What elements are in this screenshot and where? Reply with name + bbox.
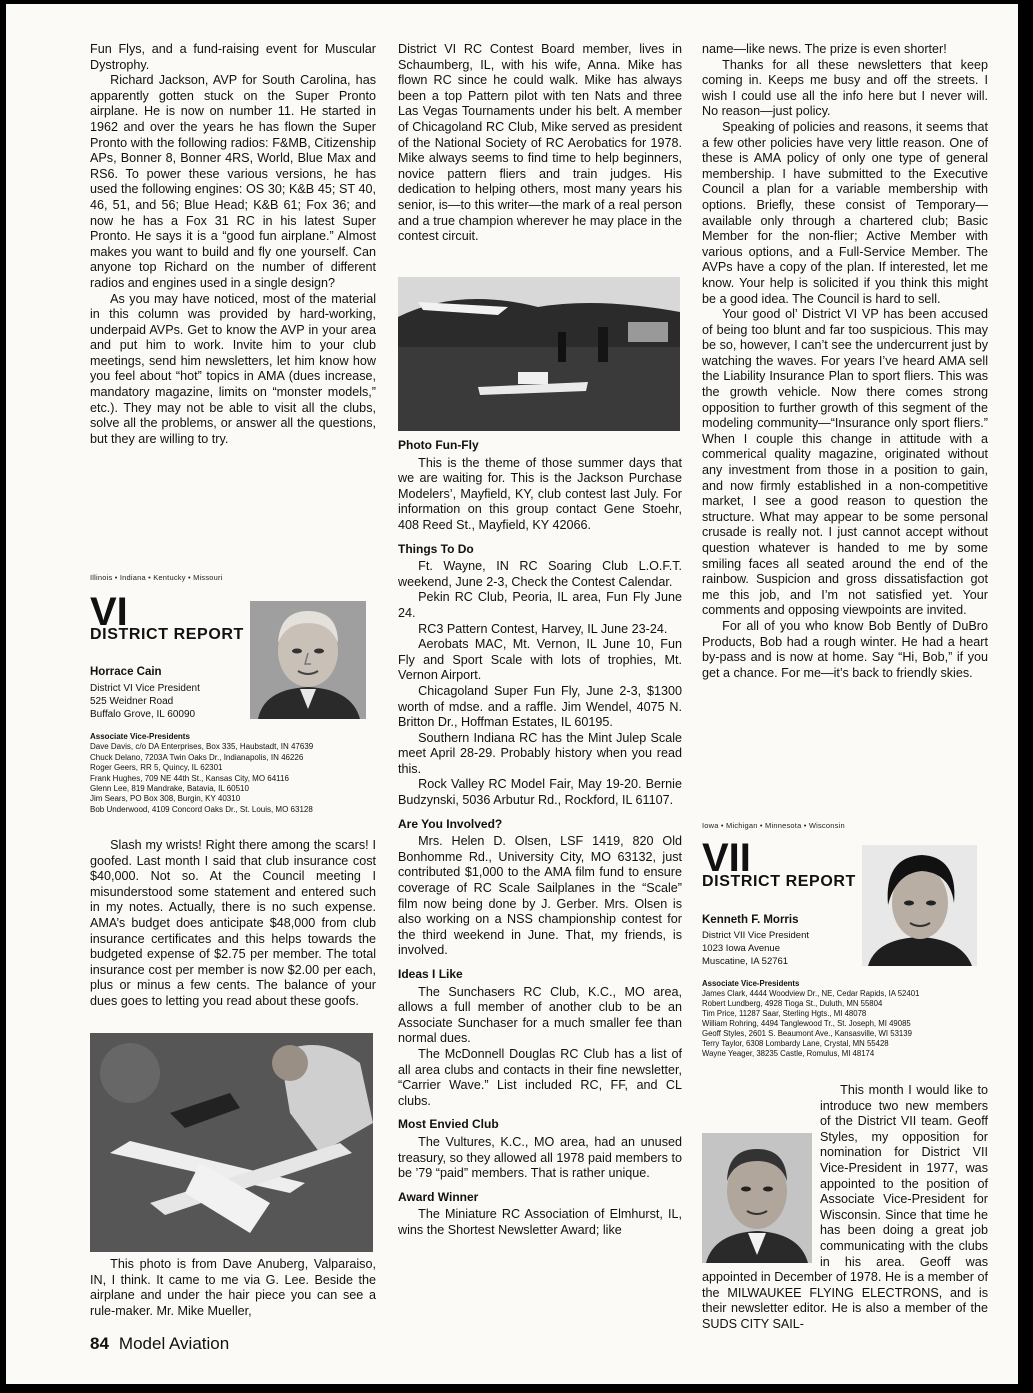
paragraph: Mrs. Helen D. Olsen, LSF 1419, 820 Old Bonhomme Rd., University City, MO 63132, just contributed $1,000 to the AMA film fund to ensure coverage of RC Scale Sailplanes in the “Scale” film now being done by J. Gerber. Mrs. Olsen is also working on a NSS championship contest for the third weekend in June. That, my friends, is involved. [398,834,682,958]
column-3-top [702,42,988,681]
paragraph: Thanks for all these newsletters that keep coming in. Keeps me busy and off the streets. I wish I could use all the info here but I never will. No reason—just policy. [702,57,988,119]
column-2-sections [398,438,682,1239]
paragraph: For all of you who know Bob Bently of DuBro Products, Bob had a rough winter. He had a heart by-pass and is now at home. Say “Hi, Bob,” if you get a chance. For me—it’s back to friendly skies. [702,618,988,680]
section-head: Things To Do [398,541,474,556]
portrait-geoff-styles [702,1133,812,1263]
portrait-horrace-cain [250,601,366,719]
paragraph: The Sunchasers RC Club, K.C., MO area, allows a full member of another club to be an Associate Sunchaser for a much smaller fee than normal dues. [398,984,682,1046]
paragraph: The Miniature RC Association of Elmhurst, IL, wins the Shortest Newsletter Award; like [398,1207,682,1237]
photo-caption-1 [90,1257,376,1319]
paragraph: Fun Flys, and a fund-raising event for Muscular Dystrophy. [90,42,376,72]
district-7-vp-address: District VII Vice President 1023 Iowa Avenue Muscatine, IA 52761 [702,930,810,967]
district-7-number: VII [702,836,751,880]
photo-airplane-on-grass [90,1033,373,1252]
photo-fun-fly [398,277,680,431]
section-head: Most Envied Club [398,1117,499,1132]
paragraph: name—like news. The prize is even shorter! [702,42,947,56]
paragraph: This month I would like to introduce two new members of the District VII team. Geoff Styles, my opposition for nomination for District VII Vice-President in 1977, was appointed to the position of Associate Vice-President for Wisconsin. Since that time he has been doing a great job communicating with the clubs in his area. Geoff was appointed in December of 1978. He is a member of the MILWAUKEE FLYING ELECTRONS, and is their newsletter editor. He is also a member of the SUDS CITY SAIL- [702,1083,988,1331]
paragraph: District VI RC Contest Board member, lives in Schaumberg, IL, with his wife, Anna. Mike has flown RC since he could walk. Mike has always been a top Pattern pilot with ten Nats and three Las Vegas Tournaments under his belt. A member of Chicagoland RC Club, Mike served as president of the National Society of RC Aerobatics for 1978. Mike always seems to find time to help beginners, novice pattern fliers and train judges. His dedication to helping others, most many years his senior, is—to this writer—the mark of a real person and a true champion wherever he may place in the contest circuit. [398,42,682,244]
district-6-vp-address: District VI Vice President 525 Weidner Road Buffalo Grove, IL 60090 [90,683,200,720]
district-6-vp-name: Horrace Cain [90,666,162,678]
paragraph: Pekin RC Club, Peoria, IL area, Fun Fly June 24. [398,590,682,620]
paragraph: RC3 Pattern Contest, Harvey, IL June 23-24. [418,621,668,636]
paragraph: Aerobats MAC, Mt. Vernon, IL June 10, Fun Fly and Sport Scale with lots of trophies, Mt. Vernon Airport. [398,637,682,683]
district-6-number: VI [90,590,128,634]
column-3-district-7-text [702,1083,988,1333]
paragraph: Ft. Wayne, IN RC Soaring Club L.O.F.T. weekend, June 2-3, Check the Contest Calendar. [398,559,682,589]
magazine-page [6,4,1018,1384]
section-head: Photo Fun-Fly [398,438,479,452]
district-7-title: DISTRICT REPORT [702,873,856,890]
district-6-associates: Associate Vice-Presidents Dave Davis, c/o DA Enterprises, Box 335, Haubstadt, IN 47639 Chuck Delano, 7203A Twin Oaks Dr., Indianapolis, IN 46226 Roger Geers, RR 5, Quincy, IL 62301 Frank Hughes, 709 NE 44th St., Kansas City, MO 64116 Glenn Lee, 819 Mandrake, Batavia, IL 60510 Jim Sears, PO Box 308, Burgin, KY 40310 Bob Underwood, 4109 Concord Oaks Dr., St. Louis, MO 63128 [90,732,314,814]
section-head: Award Winner [398,1189,479,1204]
district-6-states: Illinois • Indiana • Kentucky • Missouri [90,573,223,582]
footer [90,1334,229,1354]
paragraph: As you may have noticed, most of the material in this column was provided by hard-working, underpaid AVPs. Get to know the AVP in your area and put him to work. Invite him to your club meetings, send him newsletters, let him know how you feel about “hot” topics in AMA (dues increase, mandatory magazine, limits on “monster models,” etc.). They may not be able to visit all the clubs, solve all the problems, or answer all the questions, but they are willing to try. [90,291,376,446]
column-2-top [398,42,682,245]
district-7-vp-name: Kenneth F. Morris [702,914,799,926]
district-7-states: Iowa • Michigan • Minnesota • Wisconsin [702,821,845,830]
portrait-kenneth-morris [862,845,977,966]
paragraph: This is the theme of those summer days that we are waiting for. This is the Jackson Purchase Modelers’, Mayfield, KY, club contest last July. For information on this group contact Gene Stoehr, 408 Reed St., Mayfield, KY 42066. [398,455,682,532]
section-head: Are You Involved? [398,816,503,831]
paragraph: Speaking of policies and reasons, it seems that a few other policies have very little reason. One of these is AMA policy of only one type of general membership. I have submitted to the Executive Council a plan for a variable membership with options. Briefly, these consist of Temporary—available only through a chartered club; Basic Member for the non-flier; Active Member with various options, and a Full-Service Member. The AVPs have a copy of the plan. If interested, let me know. Your help is solicited if you think this might be a good idea. The Council is hard to sell. [702,119,988,306]
section-head: Ideas I Like [398,967,463,981]
page-number: 84 [90,1334,109,1353]
paragraph: Southern Indiana RC has the Mint Julep Scale meet April 28-29. Probably history when you read this. [398,730,682,776]
paragraph: The McDonnell Douglas RC Club has a list of all area clubs and contacts in their fine newsletter, “Carrier Wave.” List included RC, FF, and CL clubs. [398,1046,682,1108]
column-1-top [90,42,376,447]
paragraph: Chicagoland Super Fun Fly, June 2-3, $1300 worth of mdse. and a raffle. Jim Wendel, 4075 N. Britton Dr., Hoffman Estates, IL 60195. [398,683,682,730]
paragraph: Slash my wrists! Right there among the scars! I goofed. Last month I said that club insurance cost $40,000. Not so. At the Council meeting I misunderstood some statement and entered such in my notes. Actually, there is no such expense. AMA’s budget does anticipate $48,000 from club insurance certificates and this helps towards the budgeted expense of $2.75 per member. The total insurance cost per member is now $2.00 per each, plus or minus a few cents. The balance of your dues goes to letting you read about these goofs. [90,838,376,1008]
district-7-associates: Associate Vice-Presidents James Clark, 4444 Woodview Dr., NE, Cedar Rapids, IA 52401 Robert Lundberg, 4928 Tioga St., Duluth, MN 55804 Tim Price, 11287 Saar, Sterling Hgts., MI 48078 William Rohring, 4494 Tanglewood Tr., St. Joseph, MI 49085 Geoff Styles, 2601 S. Beaumont Ave., Kansasville, WI 53139 Terry Taylor, 6308 Lombardy Lane, Crystal, MN 55428 Wayne Yeager, 38235 Castle, Romulus, MI 48174 [702,979,920,1058]
paragraph: The Vultures, K.C., MO area, had an unused treasury, so they allowed all 1978 paid members to be ’79 “paid” members. That is rather unique. [398,1134,682,1181]
paragraph: Richard Jackson, AVP for South Carolina, has apparently gotten stuck on the Super Pronto airplane. He is now on number 11. He started in 1962 and over the years he has flown the Super Pronto with the following radios: F&MB, Citizenship APs, Bonner 8, Bonner 4RS, World, Blue Max and RS6. To power these various versions, he has used the following engines: OS 30; K&B 45; ST 40, 46, 51, and 56; Blue Head; K&B 61; Fox 36; and now he has a Fox 31 RC in his latest Super Pronto. He says it is a “good fun airplane.” Almost makes you want to build and fly one yourself. Can anyone top Richard on the number of different radios and engines used in a single design? [90,73,376,290]
paragraph: Your good ol’ District VI VP has been accused of being too blunt and far too suspicious. This may be so, however, I can’t see the undercurrent just by watching the waves. For years I’ve heard AMA sell the Liability Insurance Plan to sport fliers. This was the growth vehicle. Now there comes strong opposition to further growth of this segment of the modeling community—“Insurance only sport fliers.” When I couple this change in attitude with a commerical quality magazine, originated without any investment from those in a position to gain, and now firmly established in a non-competitive market, I see a good reason to question the structure. What may appear to be some personal crusade is really not. I just cannot accept without question whatever is handed to me by some smiling faces all seated around the end of the rainbow. Suspicion and gross dissatisfaction got me this job, and I’m not satisfied yet. Your comments and opposing viewpoints are invited. [702,307,988,618]
magazine-name: Model Aviation [118,1334,230,1353]
column-1-middle [90,838,376,1010]
caption: This photo is from Dave Anuberg, Valparaiso, IN, I think. It came to me via G. Lee. Beside the airplane and under the hair piece you can see a rule-maker. Mr. Mike Mueller, [90,1257,376,1318]
paragraph: Rock Valley RC Model Fair, May 19-20. Bernie Budzynski, 5036 Arbutur Rd., Rockford, IL 61107. [398,777,682,808]
district-6-title: DISTRICT REPORT [90,626,244,643]
